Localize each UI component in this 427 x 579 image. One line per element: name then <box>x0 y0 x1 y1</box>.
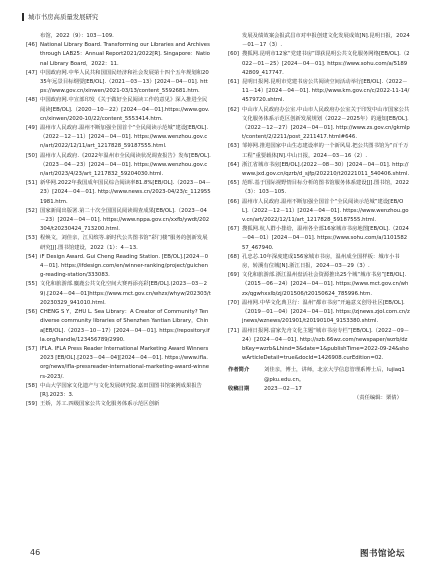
reference-number: [59] <box>26 401 37 408</box>
reference-number: [70] <box>228 299 239 306</box>
reference-text: 王娇，苏工.四级国家公共文化服务体系示范区创新 <box>40 401 160 408</box>
reference-number: [49] <box>26 125 37 132</box>
reference-number: [68] <box>228 253 239 260</box>
reference-text: 温州市人民政府.温州不断加强全国首个“全民阅读示范城”建设[EB/OL].（2022－12－11）[2024－04－01]. https://www.wenzhou.gov.cn/art/2022/12/11/art_1217828_59187555.html. <box>40 125 209 150</box>
reference-item <box>26 280 211 308</box>
reference-item <box>228 271 410 299</box>
reference-item <box>228 225 410 253</box>
reference-number: [61] <box>228 79 239 86</box>
running-header <box>22 12 405 22</box>
editor-note: （责任编辑：栗倩） <box>353 394 402 401</box>
reference-number: [52] <box>26 207 37 214</box>
reference-text: 邹婷网.推进国家中山生态建设率的一个新风局.把公共图书馆为“百千万工程”重要载体[N].中山日报，2024－03－16（2）. <box>242 143 409 159</box>
reference-item <box>26 234 211 252</box>
reference-text: 程焕文，刘佳亲，江贝缤等.新时代公共图书馆“彩门楼”服务的创新发展研究[J].图书馆建设，2022（1）：4－13. <box>40 235 208 251</box>
reference-item <box>228 32 410 50</box>
reference-number: [47] <box>26 69 37 76</box>
reference-item <box>228 179 410 197</box>
reference-item <box>228 78 410 106</box>
journal-text: 图书馆论坛 <box>359 549 405 559</box>
reference-number: [65] <box>228 180 239 187</box>
reference-text: 搜狐网.杭人群小排给，温州各全部16家城市书房地图[EB/OL].（2024－04－01）[2024－04－01]. https://www.sohu.com/a/110158257_467940. <box>242 226 409 251</box>
reference-number: [69] <box>228 272 239 279</box>
reference-text: National Library Board. Transforming our Libraries and Archives through LAB25：Annual Report2021/2022[R]. Singapore：National Library Board，2022：11. <box>40 42 210 67</box>
reference-text: 中国政府网.中宣部印发《关于做好全民阅读工作的意见》深入推进全民阅读[EB/OL].（2020－10－22）[2024－04－01].https://www.gov.cn/xinwen/2020-10/22/content_5553414.htm. <box>40 97 210 122</box>
reference-number: [63] <box>228 143 239 150</box>
reference-item <box>26 41 211 69</box>
reference-number: [56] <box>26 309 37 316</box>
reference-text: iF Design Award. Gui Cheng Reading Station. [EB/OL].[2024－04－01]. https://ifdesign.com/en/winner-ranking/project/guicheng-reading-station/333083. <box>40 253 209 279</box>
reference-text: 浙江省城市书房[EB/OL].(2022－08－30）[2024－04－01]. http://www.jxd.gov.cn/qzrb/d_sjfp/202210/t20221011_540406.shtml. <box>242 161 410 178</box>
reference-text: 温州市人民政府.温州不断加强全国首个“全民阅读示范城”建设[EB/OL].（2022－12－11）[2024－04－01]. https://www.wenzhou.gov.cn/art/2022/12/11/art_1217828_59187555.html. <box>242 198 409 224</box>
reference-number: [54] <box>26 253 37 260</box>
reference-item <box>26 32 211 41</box>
reference-text: CHENG S Y，ZHU L. Sea Library：A Creator of Community? Ten diverse community libraries of Shenzhen Yantian Library，China[EB/OL].（2023－10－17）[2024－04－01]. https://repository.ifla.org/handle/123456789/2990. <box>40 309 210 343</box>
author-label: 作者简介 <box>228 367 250 374</box>
reference-item <box>26 400 211 409</box>
reference-text: 中山市人民政府办公室.中山市人民政府办公室关于印发中山市国家公共文化服务体系示范区创新发展规划（2022－2025年）的通知[EB/OL].（2022－12－27）[2024－04－01]. http://www.zs.gov.cn/gkmlpt/content/2/2211/post_2211417.html#646. <box>242 106 410 141</box>
reference-item <box>26 345 211 382</box>
reference-text: 范晖.基于国际视野情目标分析的图书馆服务体系建设[J].图书馆，2022（3）：103－105. <box>242 180 410 196</box>
reference-item <box>26 382 211 400</box>
reference-number: [57] <box>26 345 37 352</box>
header-bar <box>22 13 24 21</box>
reference-item <box>228 161 410 179</box>
reference-item <box>26 207 211 235</box>
reference-item <box>26 152 211 180</box>
journal-name <box>360 547 405 559</box>
reference-number: [53] <box>26 235 37 242</box>
reference-text: 中山大学国家文化遗产与文化发展研究院.嘉田国图书馆案例成果报告[R].2023：3. <box>40 382 203 398</box>
reference-number: [51] <box>26 180 37 187</box>
right-column <box>228 32 410 403</box>
reference-number: [58] <box>26 382 37 389</box>
reference-item <box>26 124 211 152</box>
page-number: 46 <box>30 548 41 557</box>
reference-text: 布馆，2022（9）：103－109. <box>40 33 114 39</box>
reference-number: [62] <box>228 106 239 113</box>
reference-item <box>228 106 410 143</box>
reference-text: 发展及绩效案会报武昌市对申报创建文化发展成效[N].昆明日报，2024－01－17（3）. <box>242 33 410 49</box>
reference-number: [71] <box>228 327 239 334</box>
reference-number: [60] <box>228 51 239 58</box>
reference-text: 新华网.2022年我国成年国民综合阅读率81.8%[EB/OL].（2023－04－23）[2024－04－01]. http://www.news.cn/2023-04/23/c_1129551981.htm. <box>40 180 211 205</box>
reference-text: 文化和旅游部.浙江温州盘活社会资源推出25个城“城市书房”[EB/OL].（2015－06－24）[2024－04－01]. https://www.mct.gov.cn/whzx/qgwhxxlb/zj/201506/t20150624_785996.htm. <box>242 272 409 297</box>
reference-text: 温州市人民政府.《2022年温州市全民阅读状况调查报告》发布[EB/OL].（2023－04－23）[2024－04－01]. https://www.wenzhou.gov.cn/art/2023/4/23/art_1217832_59204030.html. <box>40 152 211 178</box>
reference-item <box>228 198 410 226</box>
reference-item <box>26 253 211 281</box>
reference-number: [67] <box>228 226 239 233</box>
received-date: 2023－02－17 <box>264 385 302 392</box>
author-text: 刘佳亲，博士，讲师，北京大学信息管理系博士后，lujiaq1@pku.edu.cn。 <box>264 367 405 383</box>
reference-text: 国家新闻出版署.第二十次全国国民阅读调查成果[EB/OL].（2023－04－23）[2024－04－01]. https://www.nppa.gov.cn/xxfb/ywdt/202304/t20230424_713200.html. <box>40 207 210 233</box>
reference-item <box>26 96 211 124</box>
reference-text: 温州日报网.富家先舟文化主题“城市书房专栏”[EB/OL].（2022－09－24）[2024－04－01]. http://szb.66wz.com/newspaper/wzrb/dzbKey=wzrb&Lhind=3&date=1&publishTime=2022-09-24&showArticleDetail=true&docId=1426908.curEdition=02. <box>242 327 410 362</box>
reference-text: 温州网.中华文化典卫行：温州“都市书房”开遍意义创导社区[EB/OL].（2019－01－04）[2024－04－01]. https://zjnews.zjol.com.cn/zjnews/wznews/201901/t20190104_9153380.shtml. <box>242 299 410 325</box>
reference-item <box>26 69 211 97</box>
author-info <box>228 366 410 403</box>
reference-number: [46] <box>26 42 37 49</box>
reference-item <box>228 142 410 160</box>
reference-number: [64] <box>228 161 239 168</box>
reference-text: 孔忠芯.10年深度建成156家城市书房，温州成全国样板：城市小书房，转溪有位城[N].浙江日报，2024－03－29（3）. <box>242 253 400 270</box>
reference-number: [50] <box>26 152 37 159</box>
reference-text: 中国政府网.中华人民共和国国民经济和社会发展第十四个五年规划和2035年远景目标纲要[EB/OL].（2021－03－13）[2024－04－01]. https://www.gov.cn/xinwen/2021-03/13/content_5592681.htm. <box>40 69 209 95</box>
reference-number: [48] <box>26 97 37 104</box>
reference-item <box>228 327 410 364</box>
received-label: 收稿日期 <box>228 385 250 392</box>
reference-item <box>228 299 410 327</box>
reference-item <box>228 50 410 78</box>
reference-text: 文化和旅游部.麋鹿公共文化空间大赛再添亮彩[EB/OL].(2023－03－29).[2024－04－01]https://www.mct.gov.cn/whzx/whyw/202303/t20230329_941010.html. <box>40 281 211 306</box>
reference-text: 昆明日报网.昆明市党建书房公共阅读空间活动举行[EB/OL].（2022－11－14）[2024－04－01]. http://www.km.gov.cn/c/2022-11-14/4579720.shtml. <box>242 79 410 104</box>
reference-item <box>26 179 211 207</box>
reference-number: [55] <box>26 281 37 288</box>
header-title: 城市书房高质量发展研究 <box>28 13 99 21</box>
reference-text: IFLA. IFLA Press Reader International Marketing Award Winners 2023 [EB/OL].[2023－04－04][2024－04－01]. https://www.ifla.org/news/ifla-pressreader-international-marketing-award-winners-2023/. <box>40 345 210 380</box>
reference-item <box>26 308 211 345</box>
reference-number: [66] <box>228 198 239 205</box>
left-column <box>26 32 211 409</box>
reference-item <box>228 253 410 271</box>
reference-text: 搜狐网.昆明市12家“党建书房”即获昆明公共文化服务网络[EB/OL].（2022－01－25）[2024－04－01]. https://www.sohu.com/a/518942809_417747. <box>242 51 410 76</box>
